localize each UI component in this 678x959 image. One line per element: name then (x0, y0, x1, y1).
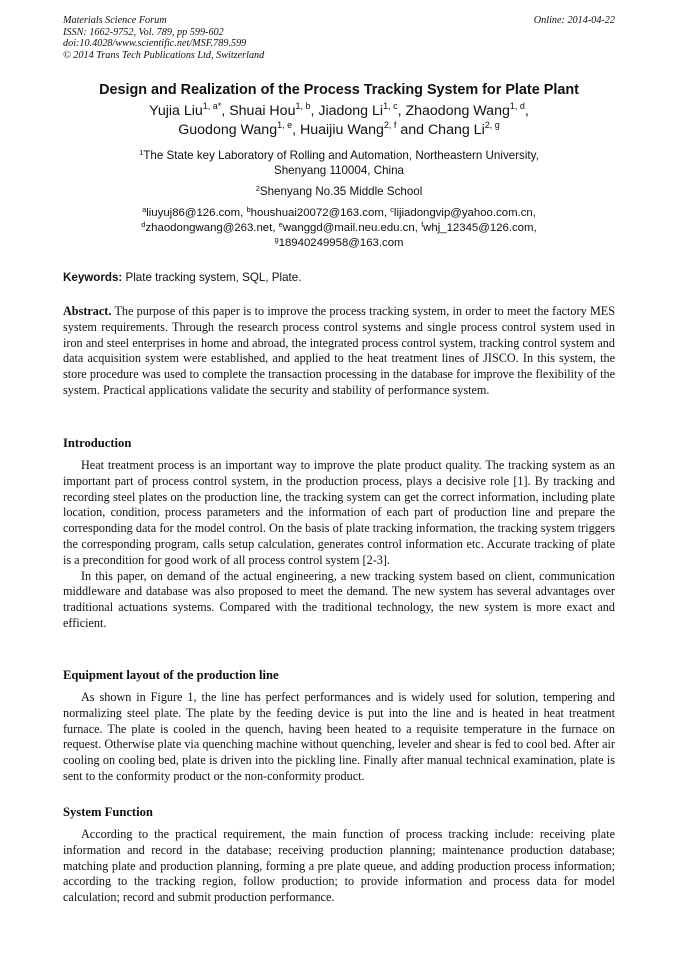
author: Shuai Hou$^{1, b}$, (229, 101, 319, 119)
email-address: wanggd@mail.neu.edu.cn (282, 222, 415, 234)
author-affiliation-mark: 1, c (383, 101, 398, 111)
paragraph: According to the practical requirement, the main function of process tracking include: receiving plate information and record in the database; receiving production planning; maintenance production database; matching plate and production planning, forming a pre plate queue, and adding production process information; according to the tracking region, follow production; to provide information and process data for model calculation; record and submit production performance. (63, 827, 615, 905)
affiliation-line: Shenyang 110004, China (274, 164, 404, 177)
author-affiliation-mark: 1, b (295, 101, 311, 111)
affiliation-2 (40, 184, 638, 199)
abstract-label: Abstract. (63, 304, 112, 318)
journal-meta (63, 15, 615, 61)
paper-title: Design and Realization of the Process Tracking System for Plate Plant (99, 82, 579, 98)
email-tag: d (141, 220, 146, 229)
journal-doi: doi:10.4028/www.scientific.net/MSF.789.599 (63, 38, 247, 50)
section-heading-system-function: System Function (63, 805, 153, 819)
author-affiliation-mark: 1, d (509, 101, 525, 111)
author-name: Huaijiu Wang (300, 122, 384, 138)
affiliation-line: Shenyang No.35 Middle School (259, 185, 423, 198)
section-heading-introduction: Introduction (63, 436, 132, 450)
email-address: 18940249958@163.com (278, 237, 404, 249)
author-affiliation-mark: 1, e (277, 120, 293, 130)
author-name: Chang Li (427, 122, 485, 138)
author: Jiadong Li$^{1, c}$, (318, 101, 406, 119)
email-tag: a (142, 205, 147, 214)
author-affiliation-mark: 1, a* (202, 101, 222, 111)
author-name: Guodong Wang (178, 122, 278, 138)
journal-copyright: © 2014 Trans Tech Publications Ltd, Switzerland (63, 49, 265, 61)
affiliation-number: 1 (139, 148, 144, 157)
journal-header (63, 15, 615, 61)
email-address: zhaodongwang@263.net (145, 222, 273, 234)
email-tag: e (278, 220, 283, 229)
section-system-function (63, 827, 615, 906)
author: Huaijiu Wang$^{2, f}$ and (300, 120, 428, 138)
paragraph: Heat treatment process is an important way to improve the plate product quality. The tracking system as an important part of process control system, in the production process, plays a decisive role [1]. By tracking and recording steel plates on the production line, the tracking system can get the correct information, including plate location, condition, process parameters and the information of each part of production line and prepare the corresponding data for the model control. On the basis of plate tracking information, the tracking system triggers the corresponding program, calls setup calculation, generates control information etc. Accurate tracking of plate is a precondition for good work of all process control system [2-3]. (63, 458, 615, 567)
email-address: liuyuj86@126.com (146, 207, 241, 219)
email-tag: c (390, 205, 394, 214)
email-tag: g (274, 235, 279, 244)
email-address: houshuai20072@163.com (250, 207, 384, 219)
affiliation-number: 2 (255, 184, 260, 193)
keywords (63, 270, 615, 285)
author-affiliation-mark: 2, f (383, 120, 397, 130)
section-equipment (63, 690, 615, 785)
author-list (40, 102, 638, 140)
abstract (63, 304, 615, 399)
email-address: whj_12345@126.com, (423, 222, 537, 234)
paragraph: As shown in Figure 1, the line has perfect performances and is widely used for solution, tempering and normalizing steel plate. The plate by the feeding device is put into the line and is heated in heat treatment furnace. The plate is cooled in the quench, having been heated to a requisite temperature in the furnace on request. Otherwise plate via quenching machine without quenching, leveler and shear is fed to cool bed. After air cooling on cooling bed, plate is driven into the pickling line. Finally after manual technical examination, plate is sent to the conformity product or the non-conformity product. (63, 690, 615, 783)
section-introduction (63, 458, 615, 632)
journal-issn: ISSN: 1662-9752, Vol. 789, pp 599-602 (63, 26, 224, 38)
author-name: Zhaodong Wang (405, 103, 510, 119)
keywords-label: Keywords: (63, 271, 123, 284)
author-name: Jiadong Li (318, 103, 384, 119)
affiliation-line: The State key Laboratory of Rolling and Automation, Northeastern University, (143, 149, 539, 162)
email-tag: f (421, 220, 424, 229)
section-heading-equipment: Equipment layout of the production line (63, 668, 279, 682)
journal-name: Materials Science Forum (63, 15, 167, 26)
affiliation-1 (40, 148, 638, 178)
author: Yujia Liu$^{1, a*}$, (149, 101, 230, 119)
author (428, 122, 500, 138)
author-name: Shuai Hou (229, 103, 296, 119)
online-date: Online: 2014-04-22 (533, 15, 615, 26)
abstract-text: The purpose of this paper is to improve the process tracking system, in order to meet the factory MES system requirements. Through the research process control systems and single process control system used in iron and steel enterprises in home and abroad, the integrated process control system, tracking control system and data acquisition system were established, and applied to the heat treatment lines of JISCO. In this system, the store procedure was used to complete the transaction processing in the database for improve the flexibility of the system. Practical applications validate the security and stability of performance system. (63, 304, 615, 397)
author: Zhaodong Wang$^{1, d}$, (405, 101, 529, 119)
email-address: lijiadongvip@yahoo.com.cn, (393, 207, 536, 219)
author-name: Yujia Liu (149, 103, 203, 119)
author: Guodong Wang$^{1, e}$, (178, 120, 300, 138)
email-list: $^a$liuyuj86@126.com, $^b$houshuai20072@163.com, $^c$lijiadongvip@yahoo.com.cn, $^d$zhaodongwang@263.net, $^e$wanggd@mail.neu.edu.cn, $^f$whj_12345@126.com, $^g$18940249958@163.com (141, 205, 537, 249)
author-affiliation-mark: 2, g (484, 120, 500, 130)
email-tag: b (246, 205, 251, 214)
keywords-text: Plate tracking system, SQL, Plate. (122, 271, 302, 284)
paragraph: In this paper, on demand of the actual engineering, a new tracking system based on client, communication middleware and database was also proposed to meet the demand. The new system has several advantages over traditional actuations systems. Compared with the traditional technology, the new system is more exact and efficient. (63, 568, 615, 630)
